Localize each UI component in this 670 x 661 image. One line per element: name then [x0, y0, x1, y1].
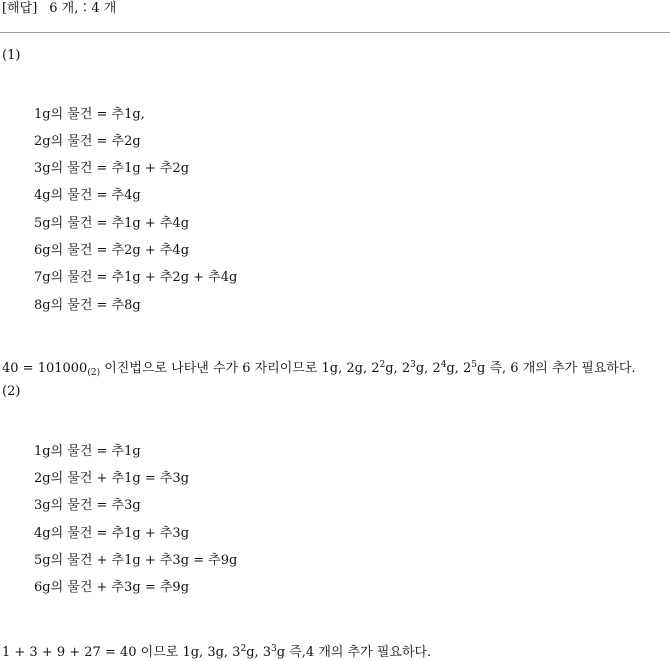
- answer-summary: 6 개,∶4 개: [49, 1, 117, 16]
- part2-line-6: 6g의 물건 + 추3g = 추9g: [34, 580, 190, 595]
- answer-header: [2, 1, 116, 17]
- part1-conclusion: [2, 361, 636, 377]
- part2-title: (2): [2, 384, 21, 399]
- exponent: 2: [379, 360, 386, 370]
- conclusion-text: 이진법으로 나타낸 수가 6 자리이므로 1g, 2g, 2: [100, 361, 380, 376]
- part2-line-5: 5g의 물건 + 추1g + 추3g = 추9g: [34, 553, 238, 568]
- part1-line-2: 2g의 물건 = 추2g: [34, 134, 141, 149]
- exponent: 2: [240, 644, 247, 654]
- conclusion-text: g, 2: [385, 361, 411, 376]
- conclusion-text: g 즉, 6 개의 추가 필요하다.: [477, 361, 636, 376]
- part2-conclusion: [2, 645, 431, 661]
- exponent: 4: [440, 360, 447, 370]
- conclusion-text: g, 2: [415, 361, 441, 376]
- binary-base: (2): [87, 368, 101, 378]
- part1-line-4: 4g의 물건 = 추4g: [34, 188, 141, 203]
- binary-equation: 40 = 101000: [2, 361, 88, 376]
- part1-title: (1): [2, 48, 21, 63]
- part1-line-5: 5g의 물건 = 추1g + 추4g: [34, 216, 190, 231]
- part2-line-3: 3g의 물건 = 추3g: [34, 498, 141, 513]
- conclusion-text: 1 + 3 + 9 + 27 = 40 이므로 1g, 3g, 3: [2, 645, 241, 660]
- header-divider: [0, 32, 670, 33]
- part1-line-1: 1g의 물건 = 추1g,: [34, 107, 145, 122]
- part2-line-2: 2g의 물건 + 추1g = 추3g: [34, 471, 190, 486]
- answer-label: [해답]: [2, 1, 38, 16]
- part1-line-7: 7g의 물건 = 추1g + 추2g + 추4g: [34, 270, 238, 285]
- exponent: 3: [410, 360, 416, 370]
- exponent: 5: [471, 360, 478, 370]
- conclusion-text: g, 3: [246, 645, 272, 660]
- part1-line-8: 8g의 물건 = 추8g: [34, 298, 141, 313]
- part1-line-3: 3g의 물건 = 추1g + 추2g: [34, 161, 190, 176]
- conclusion-text: g 즉,4 개의 추가 필요하다.: [276, 645, 432, 660]
- part2-line-4: 4g의 물건 = 추1g + 추3g: [34, 526, 190, 541]
- part2-line-1: 1g의 물건 = 추1g: [34, 444, 141, 459]
- exponent: 3: [271, 644, 277, 654]
- conclusion-text: g, 2: [446, 361, 472, 376]
- part1-line-6: 6g의 물건 = 추2g + 추4g: [34, 243, 190, 258]
